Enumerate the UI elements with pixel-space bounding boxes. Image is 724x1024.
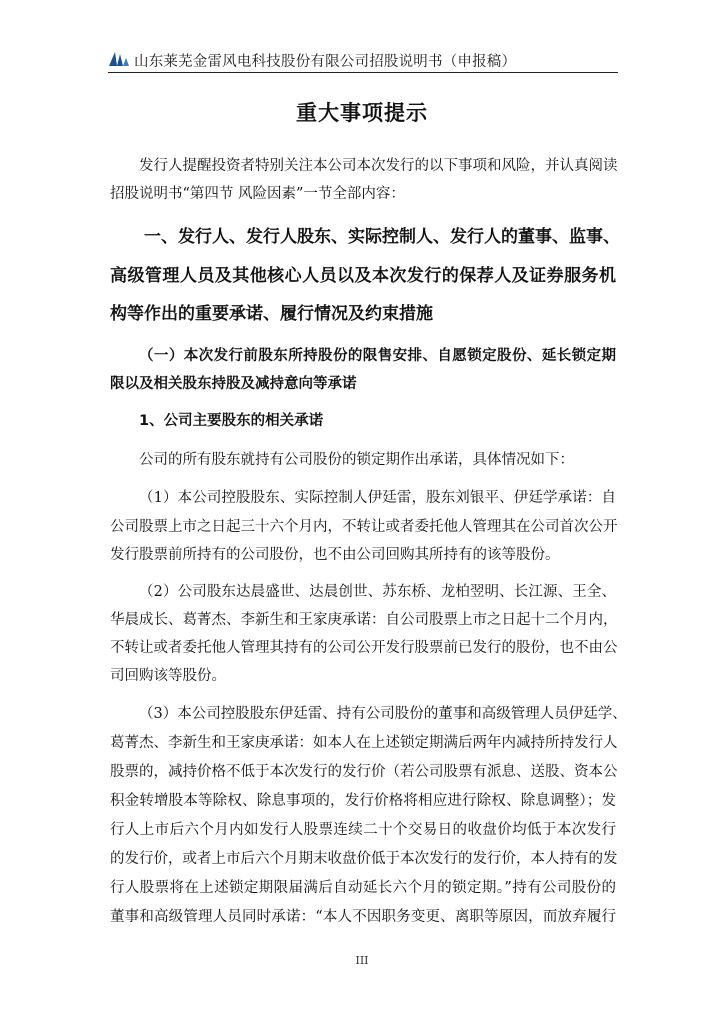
intro-line: 发行人提醒投资者特别关注本公司本次发行的以下事项和风险，并认真阅读 [139, 158, 618, 174]
page-title: 重大事项提示 [296, 101, 428, 125]
item-heading: 1、公司主要股东的相关承诺 [139, 413, 324, 429]
section-heading-line: 高级管理人员及其他核心人员以及本次发行的保荐人及证券服务机 [110, 266, 616, 286]
paragraph-line: 发行股票前所持有的公司股份，也不由公司回购其所持有的该等股份。 [110, 547, 560, 563]
document-header [108, 46, 618, 73]
company-logo-icon [108, 50, 130, 68]
paragraph-line: 公司股票上市之日起三十六个月内，不转让或者委托他人管理其在公司首次公开 [110, 519, 618, 535]
paragraph-line: 葛菁杰、李新生和王家庚承诺：如本人在上述锁定期满后两年内减持所持发行人 [110, 735, 618, 751]
section-heading-line: 一、发行人、发行人股东、实际控制人、发行人的董事、监事、 [144, 227, 620, 247]
paragraph-line: 行人股票将在上述锁定期限届满后自动延长六个月的锁定期。”持有公司股份的 [110, 880, 616, 896]
intro-line: 招股说明书“第四节 风险因素”一节全部内容： [110, 186, 405, 202]
paragraph-line: 积金转增股本等除权、除息事项的，发行价格将相应进行除权、除息调整）；发 [110, 793, 616, 809]
paragraph-line: 司回购该等股份。 [110, 668, 226, 684]
paragraph-line: 董事和高级管理人员同时承诺：“本人不因职务变更、离职等原因，而放弃履行 [110, 909, 616, 925]
paragraph-line: 华晨成长、葛菁杰、李新生和王家庚承诺：自公司股票上市之日起十二个月内， [110, 612, 618, 628]
subsection-heading-line: （一）本次发行前股东所持股份的限售安排、自愿锁定股份、延长锁定期 [139, 348, 616, 364]
subsection-heading-line: 限以及相关股东持股及减持意向等承诺 [110, 376, 357, 392]
paragraph-line: （2）公司股东达晨盛世、达晨创世、苏东桥、龙柏翌明、长江源、王全、 [139, 584, 616, 600]
section-heading-line: 构等作出的重要承诺、履行情况及约束措施 [110, 304, 433, 324]
paragraph-line: 的发行价，或者上市后六个月期末收盘价低于本次发行的发行价，本人持有的发 [110, 851, 618, 867]
paragraph-line: （1）本公司控股股东、实际控制人伊廷雷，股东刘银平、伊廷学承诺：自 [139, 490, 616, 506]
paragraph-line: 行人上市后六个月内如发行人股票连续二十个交易日的收盘价均低于本次发行 [110, 822, 616, 838]
item-intro: 公司的所有股东就持有公司股份的锁定期作出承诺，具体情况如下： [139, 452, 574, 468]
paragraph-line: 不转让或者委托他人管理其持有的公司公开发行股票前已发行的股份，也不由公 [110, 640, 618, 656]
paragraph-line: （3）本公司控股股东伊廷雷、持有公司股份的董事和高级管理人员伊廷学、 [139, 706, 627, 722]
page-number: III [355, 954, 369, 967]
paragraph-line: 股票的，减持价格不低于本次发行的发行价（若公司股票有派息、送股、资本公 [110, 764, 618, 780]
header-title: 山东莱芜金雷风电科技股份有限公司招股说明书（申报稿） [134, 54, 517, 70]
